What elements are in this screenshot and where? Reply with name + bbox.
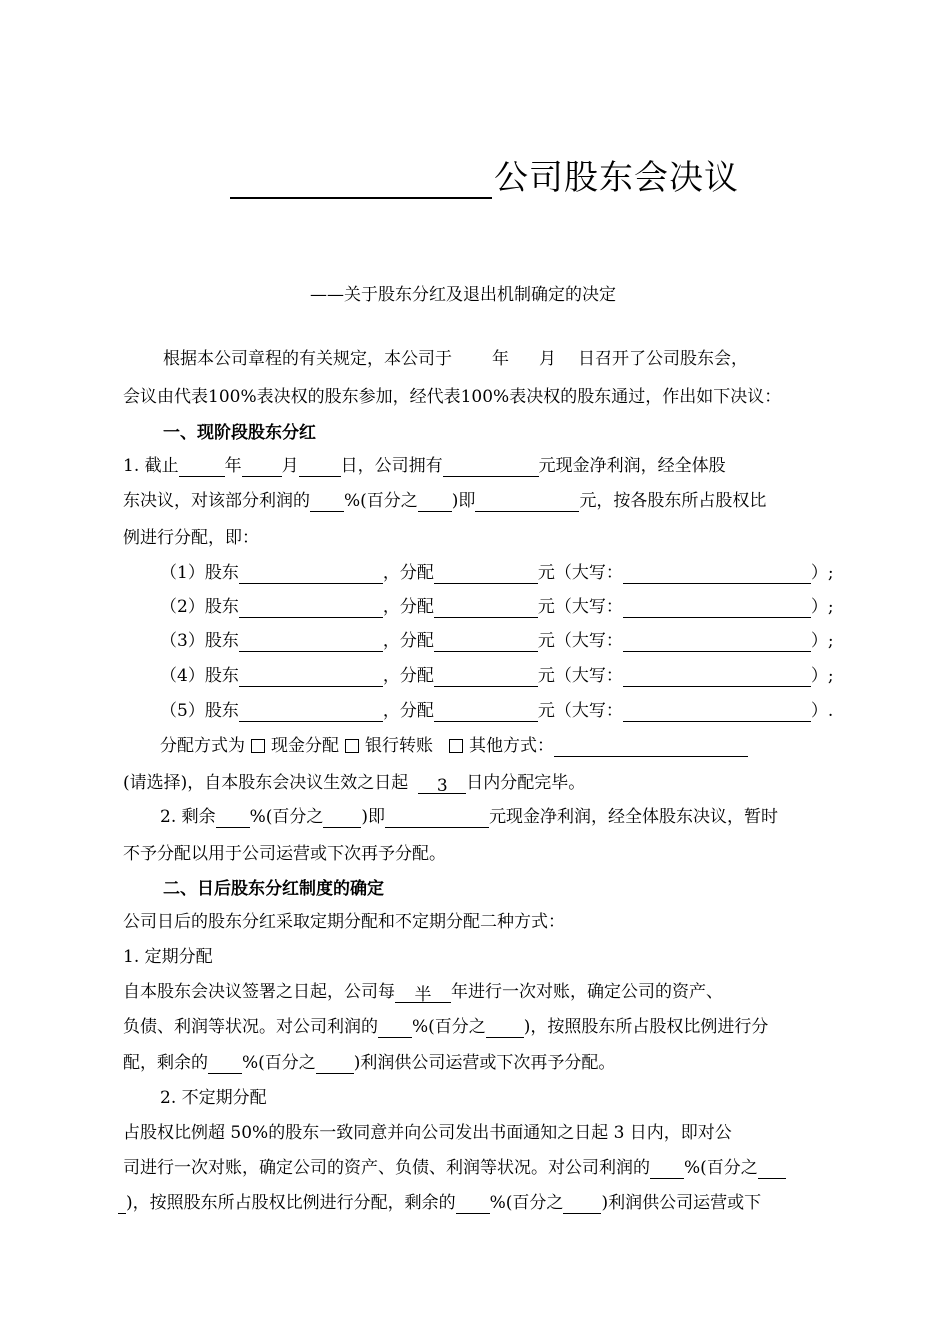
text: ）; xyxy=(810,597,834,617)
intro-text: 根据本公司章程的有关规定，本公司于 xyxy=(163,349,452,369)
text: ，分配 xyxy=(382,563,434,583)
text: %(百分之 xyxy=(489,1193,564,1213)
other-method-checkbox[interactable] xyxy=(449,739,463,753)
intro-text: 日召开了公司股东会， xyxy=(578,349,748,369)
section1-item2-line2: 不予分配以用于公司运营或下次再予分配。 xyxy=(123,844,446,864)
text: 元（大写： xyxy=(537,563,623,583)
text: ）; xyxy=(810,563,834,583)
text: %(百分之 xyxy=(412,1017,486,1037)
section1-item1-line1 xyxy=(123,455,726,477)
text: ）; xyxy=(810,631,834,651)
amount-blank[interactable] xyxy=(434,565,538,584)
shareholder-row xyxy=(160,665,834,687)
text: （4）股东 xyxy=(160,666,239,686)
amount-words-blank[interactable] xyxy=(623,599,811,618)
shareholder-name-blank[interactable] xyxy=(239,565,383,584)
text: 自本股东会决议签署之日起，公司每 xyxy=(123,982,395,1002)
section2-heading: 二、日后股东分红制度的确定 xyxy=(163,879,384,899)
shareholder-row xyxy=(160,562,834,584)
amount-blank[interactable] xyxy=(475,493,579,512)
year-blank[interactable] xyxy=(179,458,225,477)
section2-q3 xyxy=(118,1192,761,1214)
section2-q1: 占股权比例超 50%的股东一致同意并向公司发出书面通知之日起 3 日内，即对公 xyxy=(123,1123,732,1143)
month-blank[interactable] xyxy=(242,458,282,477)
text: )，按照股东所占股权比例进行分配，剩余的 xyxy=(126,1193,456,1213)
shareholder-row xyxy=(160,596,834,618)
text: 元（大写： xyxy=(537,701,623,721)
document-subtitle: ——关于股东分红及退出机制确定的决定 xyxy=(310,285,616,305)
amount-blank[interactable] xyxy=(434,633,538,652)
section2-sub1: 1. 定期分配 xyxy=(123,947,213,967)
text: ，分配 xyxy=(382,631,434,651)
amount-words-blank[interactable] xyxy=(623,565,811,584)
text: 年 xyxy=(224,456,242,476)
amount-words-blank[interactable] xyxy=(623,668,811,687)
shareholder-row xyxy=(160,630,834,652)
text: )即 xyxy=(451,491,476,511)
percent-words-blank[interactable] xyxy=(316,1055,354,1074)
text: 银行转账 xyxy=(365,736,433,756)
text: ，分配 xyxy=(382,666,434,686)
amount-words-blank[interactable] xyxy=(623,703,811,722)
distribution-method-line xyxy=(160,735,748,757)
shareholder-name-blank[interactable] xyxy=(239,668,383,687)
shareholder-name-blank[interactable] xyxy=(239,703,383,722)
text: 元现金净利润，经全体股东决议，暂时 xyxy=(489,807,779,827)
intro-line-1 xyxy=(163,348,748,370)
amount-blank[interactable] xyxy=(385,809,489,828)
text: %(百分之 xyxy=(684,1158,758,1178)
text: 其他方式： xyxy=(469,736,554,756)
shareholder-name-blank[interactable] xyxy=(239,599,383,618)
text: ）; xyxy=(810,666,834,686)
text: ，分配 xyxy=(382,701,434,721)
section1-item2-line1 xyxy=(160,806,778,828)
text: 元现金净利润，经全体股 xyxy=(538,456,726,476)
text: 日，公司拥有 xyxy=(340,456,443,476)
text: 元（大写： xyxy=(537,597,623,617)
text: (请选择)，自本股东会决议生效之日起 xyxy=(123,773,409,793)
text: %(百分之 xyxy=(249,807,324,827)
text: （5）股东 xyxy=(160,701,239,721)
text: ）. xyxy=(810,701,834,721)
text: ，分配 xyxy=(382,597,434,617)
text: （3）股东 xyxy=(160,631,239,651)
amount-blank[interactable] xyxy=(434,703,538,722)
text: 分配方式为 xyxy=(160,736,245,756)
section1-item1-line3: 例进行分配，即： xyxy=(123,528,259,548)
text: 元（大写： xyxy=(537,666,623,686)
percent-blank[interactable] xyxy=(456,1195,490,1214)
day-blank[interactable] xyxy=(299,458,341,477)
intro-line-2: 会议由代表100%表决权的股东参加，经代表100%表决权的股东通过，作出如下决议： xyxy=(123,387,782,407)
text: )利润供公司运营或下次再予分配。 xyxy=(353,1053,616,1073)
section1-item1-line2 xyxy=(123,490,766,512)
section2-q2 xyxy=(123,1157,786,1179)
percent-blank[interactable] xyxy=(208,1055,242,1074)
section2-intro: 公司日后的股东分红采取定期分配和不定期分配二种方式： xyxy=(123,912,565,932)
days-field[interactable]: 3 xyxy=(418,775,466,794)
percent-words-blank[interactable] xyxy=(323,809,361,828)
percent-words-blank[interactable] xyxy=(758,1160,786,1179)
text: 配，剩余的 xyxy=(123,1053,208,1073)
other-method-blank[interactable] xyxy=(554,738,748,757)
text: 司进行一次对账，确定公司的资产、负债、利润等状况。对公司利润的 xyxy=(123,1158,650,1178)
text: %(百分之 xyxy=(242,1053,316,1073)
period-field[interactable]: 半 xyxy=(395,984,451,1003)
text: 东决议，对该部分利润的 xyxy=(123,491,310,511)
bank-transfer-checkbox[interactable] xyxy=(345,739,359,753)
percent-blank[interactable] xyxy=(216,809,250,828)
section2-p2 xyxy=(123,1016,768,1038)
text: 现金分配 xyxy=(271,736,339,756)
percent-words-blank[interactable] xyxy=(486,1019,524,1038)
section2-sub2: 2. 不定期分配 xyxy=(160,1088,267,1108)
document-title xyxy=(230,150,739,199)
company-name-blank[interactable] xyxy=(230,159,492,199)
text: （1）股东 xyxy=(160,563,239,583)
choose-line xyxy=(123,772,585,794)
text: %(百分之 xyxy=(344,491,418,511)
intro-year: 年 xyxy=(492,349,509,369)
percent-words-blank-cont[interactable] xyxy=(118,1195,126,1214)
cash-checkbox[interactable] xyxy=(251,739,265,753)
intro-month: 月 xyxy=(539,349,556,369)
text: 年进行一次对账，确定公司的资产、 xyxy=(451,982,723,1002)
text: 月 xyxy=(281,456,299,476)
shareholder-name-blank[interactable] xyxy=(239,633,383,652)
title-text: 公司股东会决议 xyxy=(494,158,739,198)
amount-words-blank[interactable] xyxy=(623,633,811,652)
section2-p3 xyxy=(123,1052,615,1074)
text: 元，按各股东所占股权比 xyxy=(579,491,767,511)
percent-words-blank[interactable] xyxy=(563,1195,601,1214)
text: 2. 剩余 xyxy=(160,807,216,827)
text: 1. 截止 xyxy=(123,456,179,476)
text: )，按照股东所占股权比例进行分 xyxy=(523,1017,769,1037)
text: )即 xyxy=(361,807,386,827)
amount-blank[interactable] xyxy=(434,599,538,618)
text: （2）股东 xyxy=(160,597,239,617)
percent-blank[interactable] xyxy=(310,493,344,512)
text: )利润供公司运营或下 xyxy=(601,1193,762,1213)
percent-blank[interactable] xyxy=(378,1019,412,1038)
section1-heading: 一、现阶段股东分红 xyxy=(163,423,316,443)
profit-blank[interactable] xyxy=(443,458,539,477)
text: 日内分配完毕。 xyxy=(466,773,586,793)
amount-blank[interactable] xyxy=(434,668,538,687)
text: 元（大写： xyxy=(537,631,623,651)
shareholder-row xyxy=(160,700,833,722)
percent-blank[interactable] xyxy=(650,1160,684,1179)
text: 负债、利润等状况。对公司利润的 xyxy=(123,1017,378,1037)
percent-words-blank[interactable] xyxy=(418,493,452,512)
section2-p1 xyxy=(123,981,723,1003)
